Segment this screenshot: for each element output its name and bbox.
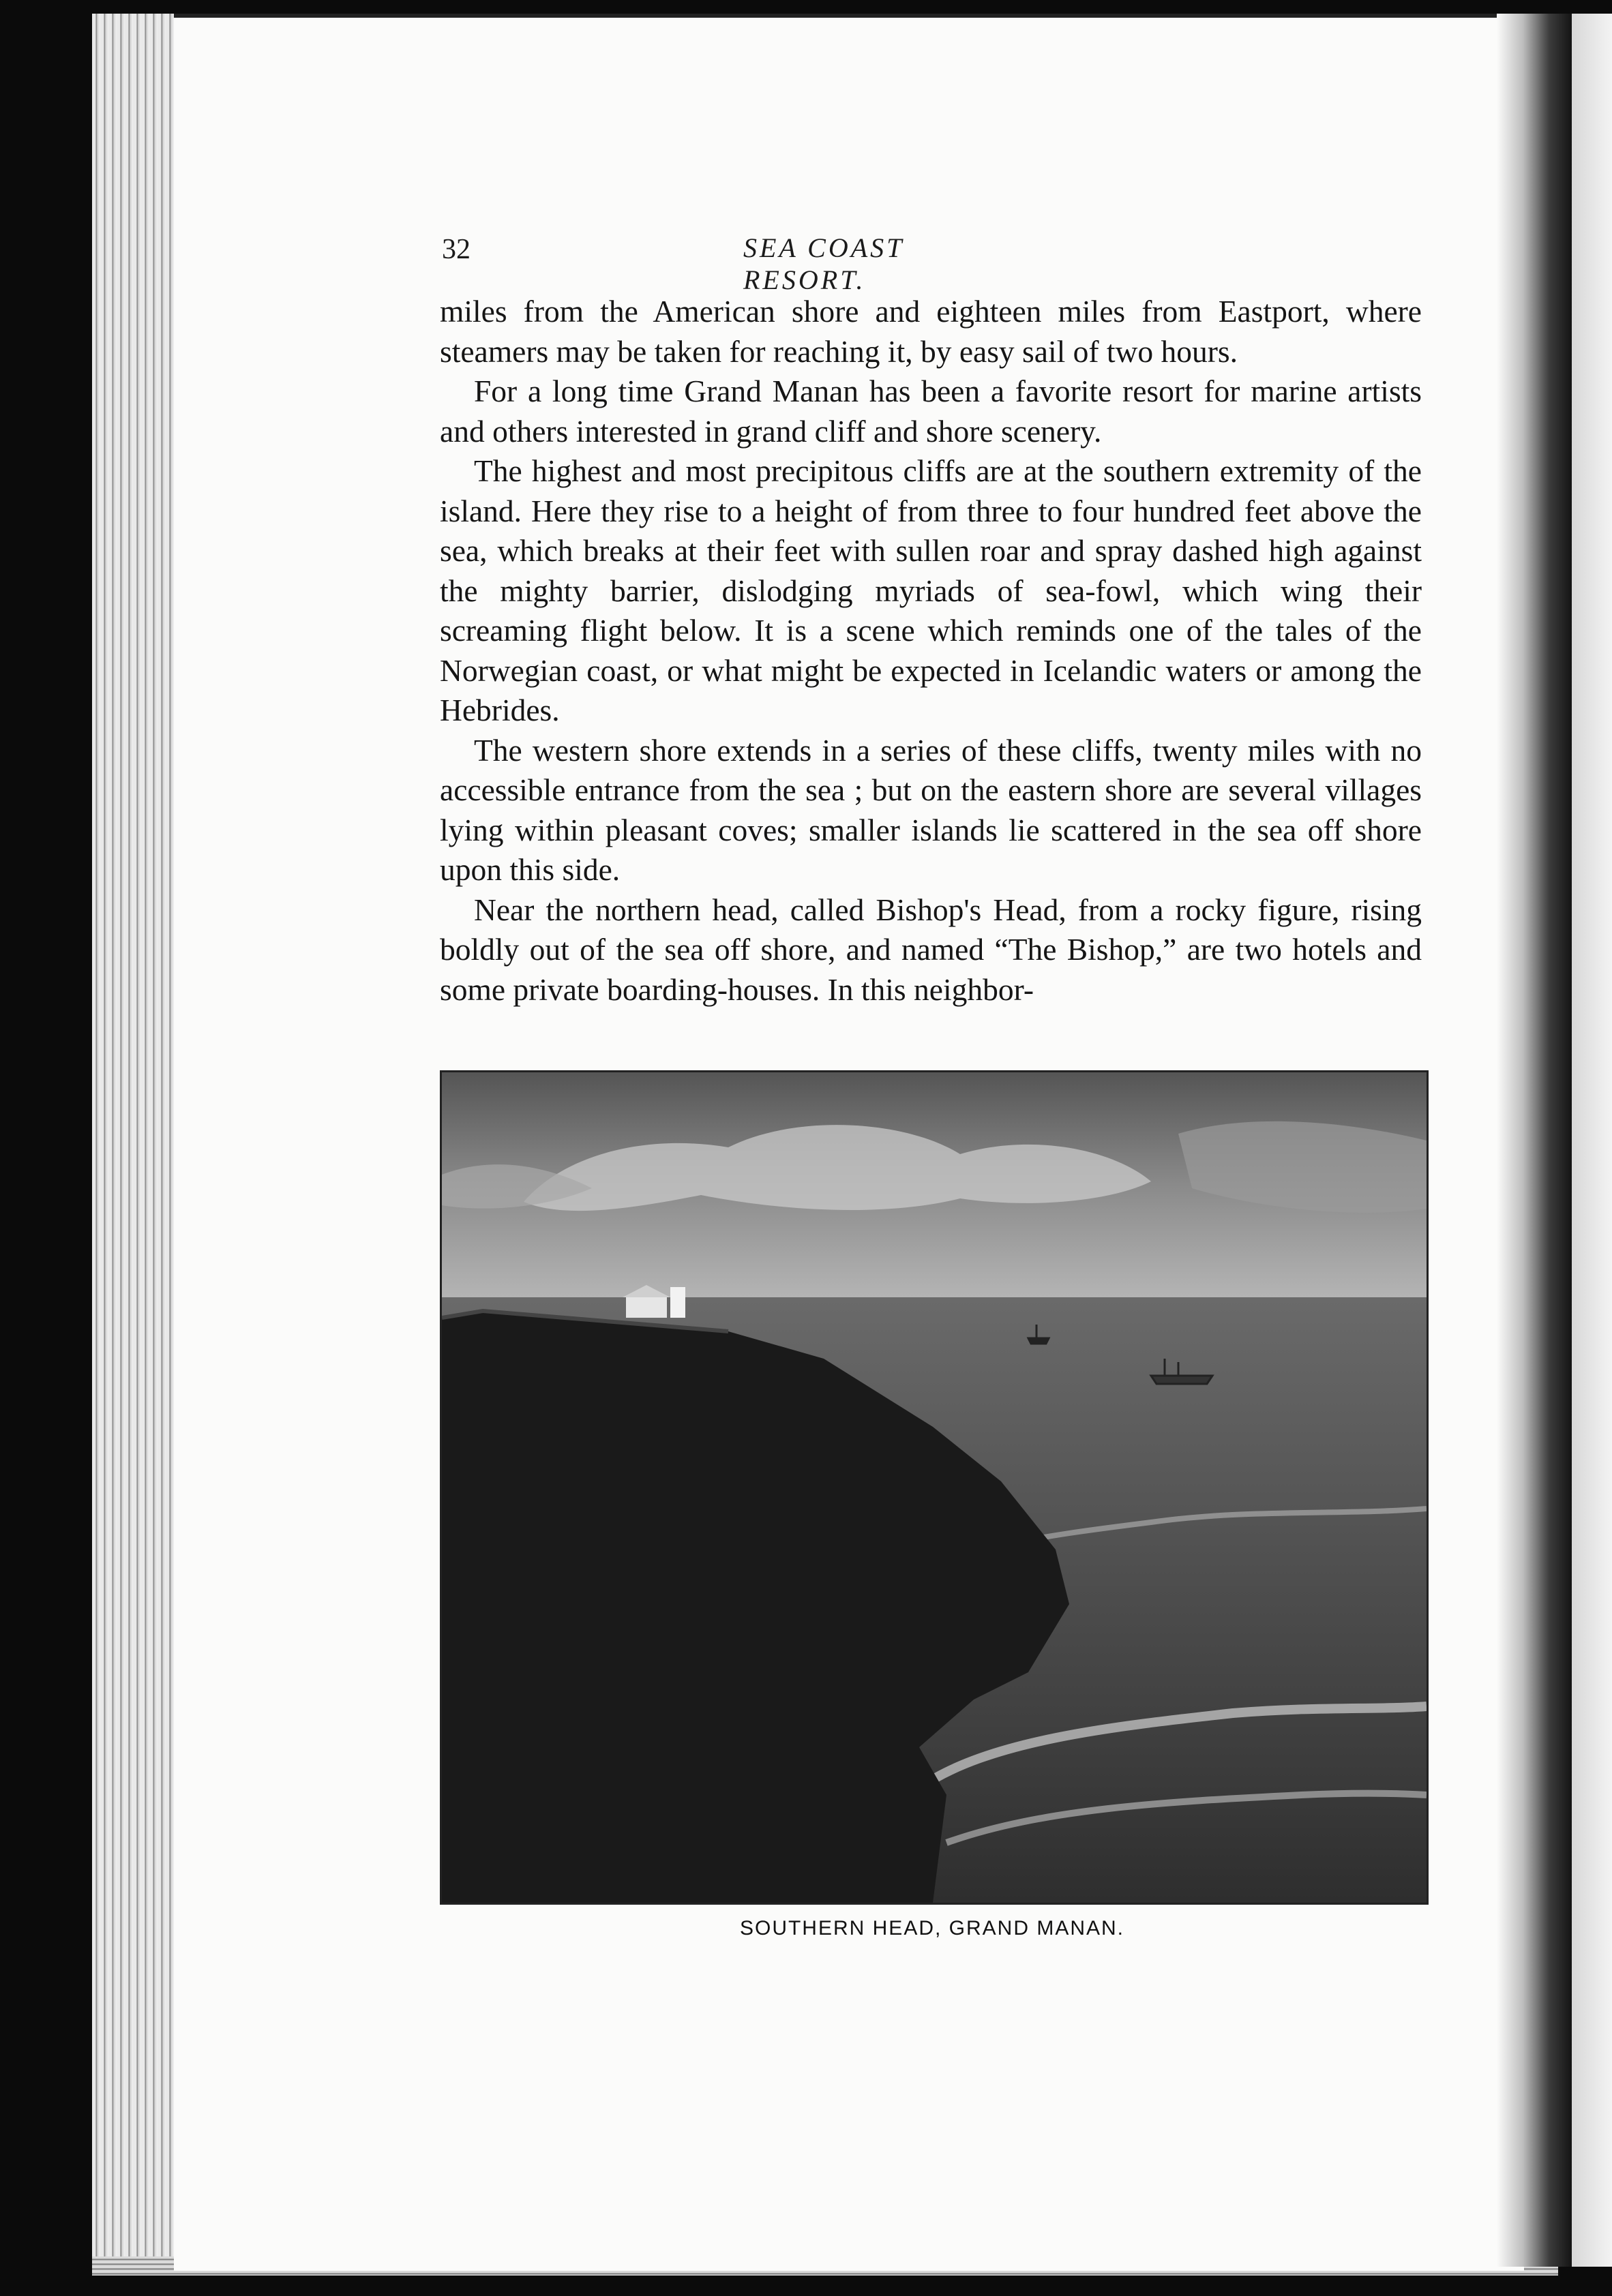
page-number: 32	[442, 234, 471, 265]
illustration-southern-head	[440, 1070, 1429, 1905]
lighthouse-tower	[670, 1287, 685, 1318]
paragraph: The highest and most precipitous cliffs are at the southern extremity of the island. Here they rise to a height of from three to four hundred feet above the sea, which breaks at their feet with sullen roar and spray dashed high against the mighty barrier, dislodging myriads of sea-fowl, which wing their screaming flight below. It is a scene which reminds one of the tales of the Norwegian coast, or what might be expected in Icelandic waters or among the Hebrides.	[440, 453, 1422, 727]
figure-caption: SOUTHERN HEAD, GRAND MANAN.	[739, 1917, 1125, 1939]
lighthouse-building	[626, 1297, 667, 1318]
paragraph: miles from the American shore and eighteen miles from Eastport, where steamers may be taken for reaching it, by easy sail of two hours.	[440, 294, 1422, 369]
cliff-engraving	[442, 1072, 1427, 1903]
page-edge-stack	[92, 14, 177, 2267]
paragraph: The western shore extends in a series of these cliffs, twenty miles with no accessible entrance from the sea ; but on the eastern shore are several villages lying within pleasant coves; smaller islands lie scattered in the sea off shore upon this side.	[440, 732, 1422, 887]
gutter-shadow	[1497, 14, 1572, 2267]
facing-page-edge	[1572, 14, 1612, 2267]
paragraph: Near the northern head, called Bishop's Head, from a rocky figure, rising boldly out of the sea off shore, and named “The Bishop,” are two hotels and some private boarding-houses. In this neighbor-	[440, 892, 1422, 1007]
running-head: SEA COAST RESORT.	[743, 232, 904, 295]
body-text	[440, 292, 1422, 1010]
paragraph: For a long time Grand Manan has been a favorite resort for marine artists and others interested in grand cliff and shore scenery.	[440, 374, 1422, 449]
